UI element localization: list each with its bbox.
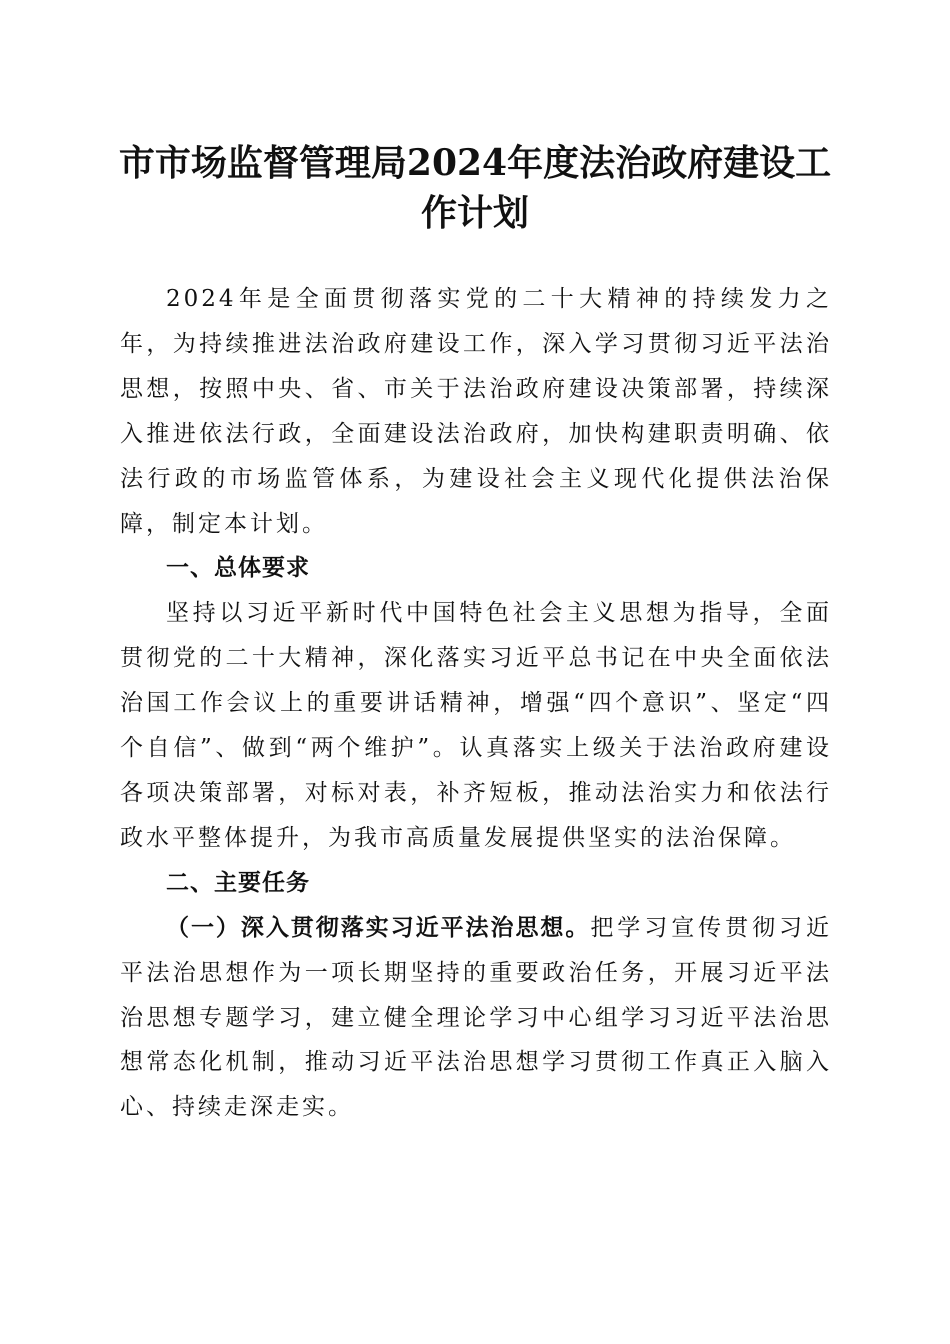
task-item-1-text: 把学习宣传贯彻习近平法治思想作为一项长期坚持的重要政治任务，开展习近平法治思想专题学习，建立健全理论学习中心组学习习近平法治思想常态化机制，推动习近平法治思想学习贯彻工作真正入脑入心、持续走深走实。 (120, 914, 833, 1121)
title-line-2: 作计划 (420, 192, 529, 234)
document-body (120, 277, 832, 1130)
document-title (110, 138, 840, 238)
general-requirements-paragraph: 坚持以习近平新时代中国特色社会主义思想为指导，全面贯彻党的二十大精神，深化落实习近平总书记在中央全面依法治国工作会议上的重要讲话精神，增强“四个意识”、坚定“四个自信”、做到“两个维护”。认真落实上级关于法治政府建设各项决策部署，对标对表，补齐短板，推动法治实力和依法行政水平整体提升，为我市高质量发展提供坚实的法治保障。 (120, 600, 832, 851)
section-heading-main-tasks: 二、主要任务 (166, 869, 310, 896)
section-heading-general-requirements: 一、总体要求 (166, 555, 310, 582)
task-item-1-lead: （一）深入贯彻落实习近平法治思想。 (166, 914, 591, 941)
title-line-1: 市市场监督管理局2024年度法治政府建设工 (118, 142, 832, 184)
intro-paragraph: 2024年是全面贯彻落实党的二十大精神的持续发力之年，为持续推进法治政府建设工作，深入学习贯彻习近平法治思想，按照中央、省、市关于法治政府建设决策部署，持续深入推进依法行政，全面建设法治政府，加快构建职责明确、依法行政的市场监管体系，为建设社会主义现代化提供法治保障，制定本计划。 (120, 286, 832, 537)
task-item-1-paragraph (120, 906, 832, 1131)
